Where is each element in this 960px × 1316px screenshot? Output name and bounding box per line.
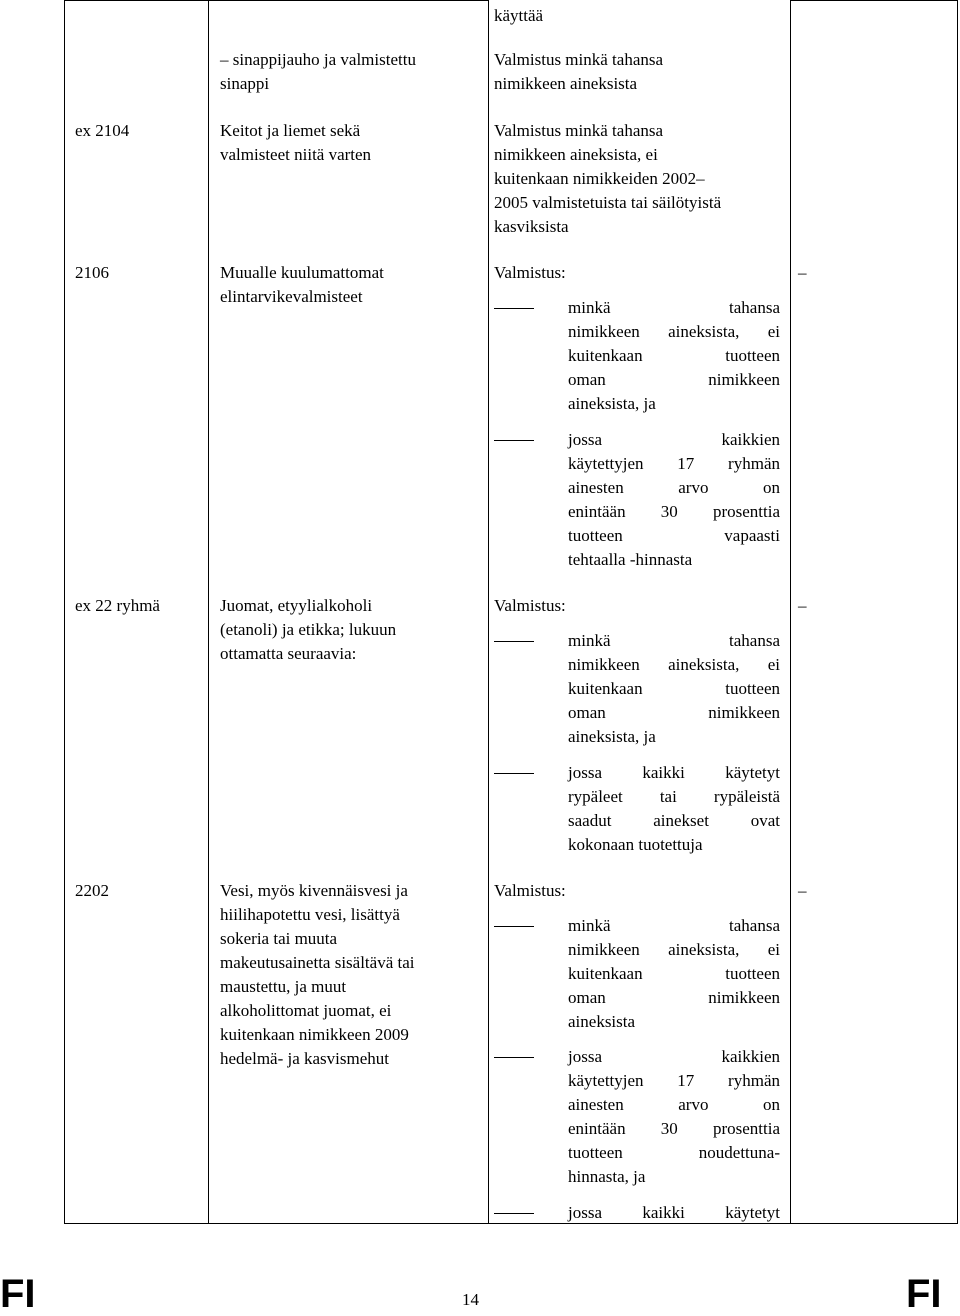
row-description: Vesi, myös kivennäisvesi ja hiilihapotettu vesi, lisättyä sokeria tai muuta makeutusainetta sisältävä tai maustettu, ja muut alkoholittomat juomat, ei kuitenkaan nimikkeen 2009 hedelmä- ja kasvismehut xyxy=(220,881,415,1068)
column-divider xyxy=(790,0,791,1223)
alt-rule: – xyxy=(798,881,807,900)
footer-language-left: FI xyxy=(0,1272,36,1316)
bullet-text: jossa kaikkien käytettyjen 17 ryhmän ainesten arvo on enintään 30 prosenttia tuotteen vapaasti tehtaalla -hinnasta xyxy=(568,430,780,569)
bullet-text: minkä tahansa nimikkeen aineksista, ei kuitenkaan tuotteen oman nimikkeen aineksista, ja xyxy=(568,298,780,413)
table-top-border xyxy=(64,0,488,1)
row-description: Juomat, etyylialkoholi (etanoli) ja etikka; lukuun ottamatta seuraavia: xyxy=(220,596,397,663)
bullet-dash xyxy=(494,926,534,927)
row-description: Keitot ja liemet sekä valmisteet niitä varten xyxy=(220,121,372,164)
row-code: 2202 xyxy=(75,881,109,900)
working-heading: Valmistus: xyxy=(494,596,566,615)
row-code: ex 2104 xyxy=(75,121,130,140)
alt-rule: – xyxy=(798,596,807,615)
row-working: Valmistus minkä tahansa nimikkeen aineksista xyxy=(494,50,664,93)
alt-rule: – xyxy=(798,263,807,282)
row-description: – sinappijauho ja valmistettu sinappi xyxy=(220,50,416,93)
bullet-text: minkä tahansa nimikkeen aineksista, ei kuitenkaan tuotteen oman nimikkeen aineksista xyxy=(568,916,780,1031)
column-divider xyxy=(208,0,209,1223)
row-code: ex 22 ryhmä xyxy=(75,596,160,615)
bullet-dash xyxy=(494,440,534,441)
bullet-text: jossa kaikki käytetyt xyxy=(568,1203,780,1222)
row-code: 2106 xyxy=(75,263,109,282)
footer-language-right: FI xyxy=(906,1272,942,1316)
working-heading: Valmistus: xyxy=(494,881,566,900)
row-working: Valmistus minkä tahansa nimikkeen aineksista, ei kuitenkaan nimikkeiden 2002– 2005 valmistetuista tai säilötyistä kasviksista xyxy=(494,121,722,236)
bullet-dash xyxy=(494,308,534,309)
working-heading: Valmistus: xyxy=(494,263,566,282)
bullet-text: jossa kaikki käytetyt rypäleet tai rypäleistä saadut ainekset ovat kokonaan tuotettuja xyxy=(568,763,780,854)
bullet-dash xyxy=(494,1213,534,1214)
bullet-dash xyxy=(494,1057,534,1058)
column-divider xyxy=(488,0,489,1223)
header-continuation: käyttää xyxy=(494,6,544,25)
row-description: Muualle kuulumattomat elintarvikevalmisteet xyxy=(220,263,384,306)
page-number: 14 xyxy=(462,1290,479,1309)
bullet-text: jossa kaikkien käytettyjen 17 ryhmän ainesten arvo on enintään 30 prosenttia tuotteen noudettuna- hinnasta, ja xyxy=(568,1047,780,1186)
bullet-dash xyxy=(494,773,534,774)
table-top-border xyxy=(790,0,958,1)
bullet-text: minkä tahansa nimikkeen aineksista, ei kuitenkaan tuotteen oman nimikkeen aineksista, ja xyxy=(568,631,780,746)
bullet-dash xyxy=(494,641,534,642)
